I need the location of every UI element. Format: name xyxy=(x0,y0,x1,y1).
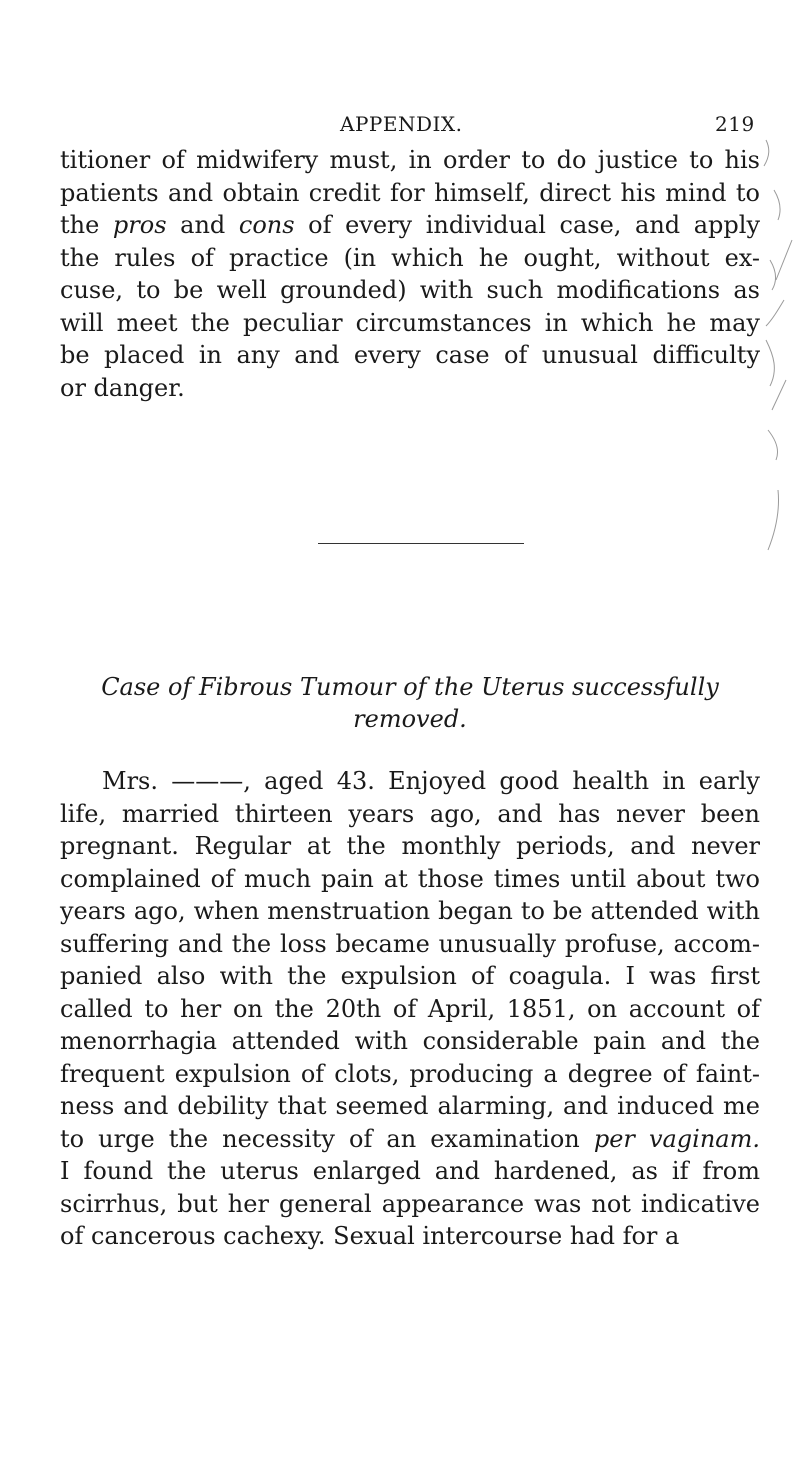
section-divider xyxy=(318,543,524,544)
paragraph-continued xyxy=(60,144,760,404)
text-line: years ago, when menstruation began to be attended with xyxy=(60,897,760,925)
text-line: or danger. xyxy=(60,373,185,402)
text-line: pregnant. Regular at the monthly periods, and never xyxy=(60,832,760,860)
text-line: will meet the peculiar circumstances in which he may xyxy=(60,308,760,337)
text-line: life, married thirteen years ago, and has never been xyxy=(60,799,760,828)
text-line: frequent expulsion of clots, producing a degree of faint- xyxy=(60,1059,760,1088)
text-line: suffering and the loss became unusually profuse, accom- xyxy=(60,929,760,958)
case-heading xyxy=(60,671,760,735)
show-through-marks xyxy=(756,130,800,610)
case-heading-line-2: removed. xyxy=(353,705,467,733)
case-paragraph xyxy=(60,765,760,1253)
text-line: complained of much pain at those times until about two xyxy=(60,864,760,893)
text-line: patients and obtain credit for himself, direct his mind to xyxy=(60,178,760,207)
text-line: panied also with the expulsion of coagula. I was first xyxy=(60,962,760,990)
case-heading-line-1: Case of Fibrous Tumour of the Uterus successfully xyxy=(101,673,719,701)
text-line: of cancerous cachexy. Sexual intercourse had for a xyxy=(60,1222,680,1250)
text-line: be placed in any and every case of unusual difficulty xyxy=(60,341,760,369)
text-line: menorrhagia attended with considerable pain and the xyxy=(60,1027,760,1055)
text-line: Mrs. ———, aged 43. Enjoyed good health in early xyxy=(102,767,760,795)
text-line: the pros and cons of every individual case, and apply xyxy=(60,211,761,239)
text-line: the rules of practice (in which he ought, without ex- xyxy=(60,243,760,272)
text-line: cuse, to be well grounded) with such modifications as xyxy=(60,276,760,304)
text-line: I found the uterus enlarged and hardened, as if from xyxy=(60,1157,760,1185)
text-line: titioner of midwifery must, in order to do justice to his xyxy=(60,146,760,174)
running-head-title: APPENDIX. xyxy=(340,112,463,136)
text-line: called to her on the 20th of April, 1851, on account of xyxy=(60,994,760,1023)
text-line: scirrhus, but her general appearance was not indicative xyxy=(60,1189,760,1218)
running-head xyxy=(60,112,760,142)
text-line: ness and debility that seemed alarming, and induced me xyxy=(60,1092,760,1120)
text-line: to urge the necessity of an examination per vaginam. xyxy=(60,1124,761,1153)
page-number: 219 xyxy=(715,112,755,136)
